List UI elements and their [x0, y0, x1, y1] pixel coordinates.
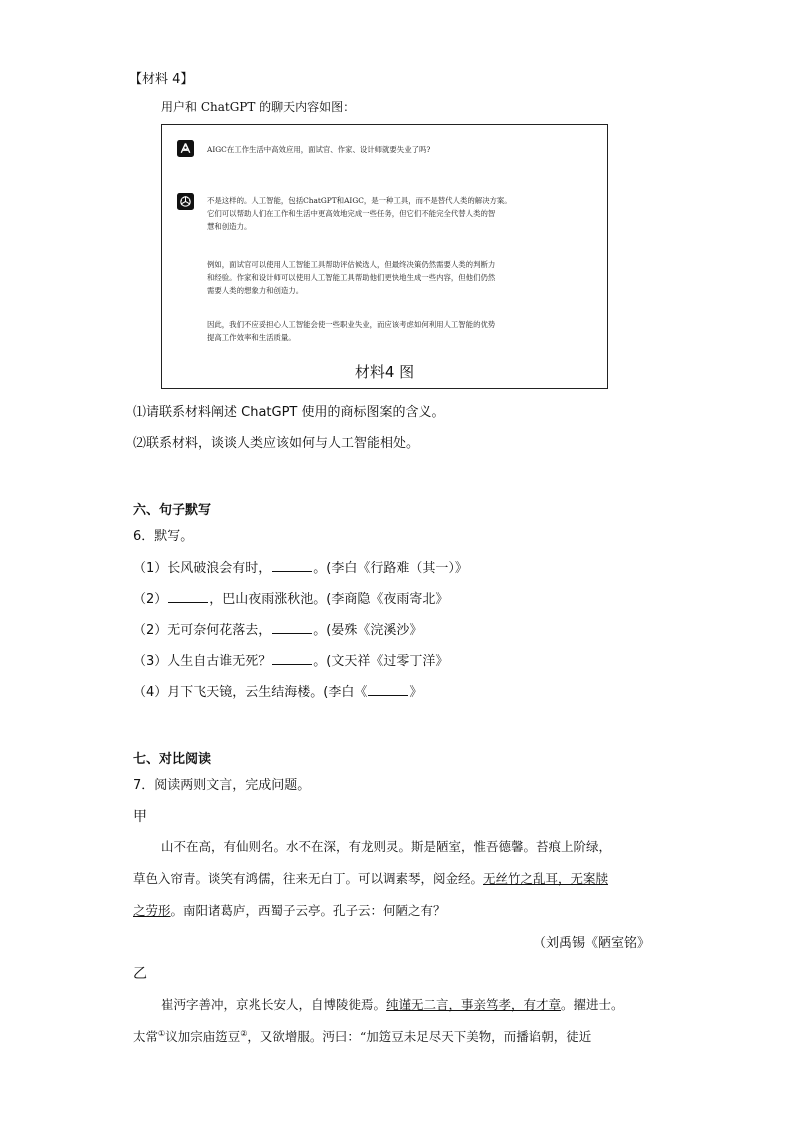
chat-answer-p3-l1: 因此，我们不应妥担心人工智能会使一些职业失业，而应该考虑如何利用人工智能的优势 [207, 320, 496, 329]
chat-screenshot-figure [161, 124, 608, 389]
dictation-item [133, 681, 422, 700]
material-heading: 【材料 4】 [129, 72, 194, 87]
answer-blank[interactable] [168, 590, 208, 603]
passage-yi-line [161, 995, 624, 1013]
chat-answer-p2-l3: 需要人类的想象力和创造力。 [207, 286, 304, 295]
dictation-prefix: （2） [133, 592, 168, 607]
dictation-item [133, 650, 448, 669]
chatgpt-logo-icon [177, 193, 194, 210]
dictation-prefix: （4）月下飞天镜，云生结海楼。(李白《 [133, 685, 368, 700]
answer-blank[interactable] [368, 683, 408, 696]
user-avatar-icon [177, 140, 194, 157]
footnote-mark: ② [240, 1028, 248, 1038]
dictation-suffix: 。(文天祥《过零丁洋》 [313, 654, 449, 669]
dictation-item [133, 557, 468, 576]
dictation-suffix: 》 [409, 685, 423, 700]
dictation-suffix: 。(李白《行路难（其一）》 [313, 561, 468, 576]
answer-blank[interactable] [272, 559, 312, 572]
answer-blank[interactable] [272, 652, 312, 665]
question-1: ⑴请联系材料阐述 ChatGPT 使用的商标图案的含义。 [133, 405, 445, 420]
section-6-question: 6．默写。 [133, 529, 194, 544]
passage-yi-line [133, 1027, 591, 1045]
passage-text: 草色入帘青。谈笑有鸿儒，往来无白丁。可以调素琴，阅金经。 [133, 871, 484, 886]
section-7-title: 七、对比阅读 [133, 752, 212, 767]
passage-jia-label: 甲 [133, 809, 147, 825]
footnote-mark: ① [158, 1028, 166, 1038]
passage-text: 。擢进士。 [561, 997, 624, 1012]
section-7-question: 7．阅读两则文言，完成问题。 [133, 778, 311, 793]
material-intro: 用户和 ChatGPT 的聊天内容如图： [161, 100, 356, 114]
dictation-prefix: （3）人生自古谁无死？ [133, 654, 272, 669]
chat-answer-p1-l2: 它们可以帮助人们在工作和生活中更高效地完成一些任务，但它们不能完全代替人类的智 [207, 209, 496, 218]
dictation-suffix: ，巴山夜雨涨秋池。(李商隐《夜雨寄北》 [209, 592, 449, 607]
passage-text: 。南阳诸葛庐，西蜀子云亭。孔子云：何陋之有？ [170, 903, 446, 918]
chat-answer-p1-l3: 慧和创造力。 [207, 222, 252, 231]
underlined-sentence: 纯谨无二言，事亲笃孝，有才章 [386, 997, 562, 1012]
answer-blank[interactable] [272, 621, 312, 634]
chat-question: AIGC在工作生活中高效应用，面试官、作家、设计师就要失业了吗? [207, 145, 431, 154]
passage-text: 太常 [133, 1029, 159, 1044]
dictation-item [133, 588, 448, 607]
chat-answer-p2-l2: 和经验。作家和设计师可以使用人工智能工具帮助他们更快地生成一些内容，但他们仍然 [207, 273, 496, 282]
passage-jia-line: 山不在高，有仙则名。水不在深，有龙则灵。斯是陋室，惟吾德馨。苔痕上阶绿， [161, 839, 612, 854]
section-6-title: 六、句子默写 [133, 503, 212, 518]
chat-answer-p2-l1: 例如，面试官可以使用人工智能工具帮助评估候选人，但最终决策仍然需要人类的判断力 [207, 260, 496, 269]
passage-jia-line [133, 869, 608, 887]
figure-caption: 材料4 图 [354, 363, 415, 381]
chat-answer-p1-l1: 不是这样的。人工智能，包括ChatGPT和AIGC，是一种工具，而不是替代人类的解决方案。 [207, 196, 512, 205]
underlined-sentence: 无丝竹之乱耳，无案牍 [483, 871, 609, 886]
dictation-suffix: 。(晏殊《浣溪沙》 [313, 623, 423, 638]
passage-yi-label: 乙 [133, 966, 147, 982]
question-2: ⑵联系材料，谈谈人类应该如何与人工智能相处。 [133, 436, 420, 451]
dictation-item [133, 619, 422, 638]
passage-jia-source: （刘禹锡《陋室铭》 [533, 936, 651, 951]
passage-text: 议加宗庙笾豆 [165, 1029, 241, 1044]
dictation-prefix: （1）长风破浪会有时， [133, 561, 272, 576]
passage-text: 崔沔字善冲，京兆长安人，自博陵徙焉。 [161, 997, 387, 1012]
passage-text: ，又欲增服。沔曰：“加笾豆未足尽天下美物，而播谄朝，徒近 [247, 1029, 592, 1044]
chat-answer-p3-l2: 提高工作效率和生活质量。 [207, 333, 296, 342]
dictation-prefix: （2）无可奈何花落去， [133, 623, 272, 638]
underlined-sentence: 之劳形 [133, 903, 171, 918]
passage-jia-line [133, 901, 446, 919]
